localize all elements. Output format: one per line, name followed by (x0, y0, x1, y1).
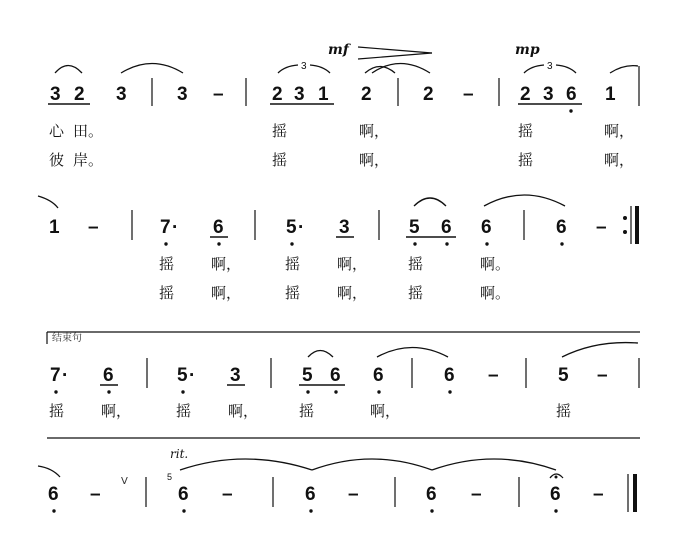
lyric: 啊。 (480, 255, 511, 273)
note-3: 3 (50, 84, 61, 105)
lyric: 摇 (518, 151, 534, 169)
note-2: 2 (272, 84, 283, 105)
dash: – (222, 484, 233, 505)
note-5: 5 (286, 217, 297, 238)
coda-bracket (47, 331, 640, 344)
lyric: 摇 (299, 402, 315, 420)
note-6: 6 (566, 84, 577, 105)
tie (180, 459, 312, 470)
lyric: 啊， (370, 402, 401, 420)
note-3: 3 (116, 84, 127, 105)
lyric: 摇 (159, 284, 175, 302)
svg-text:3: 3 (301, 61, 307, 72)
fermata (550, 474, 563, 479)
note-6: 6 (330, 365, 341, 386)
lyric: 啊， (604, 122, 635, 140)
system-3 (47, 331, 640, 420)
slur (377, 348, 448, 358)
slur (562, 343, 638, 357)
note-3: 3 (339, 217, 350, 238)
lyric: 啊， (211, 255, 242, 273)
note-6: 6 (48, 484, 59, 505)
dash: – (463, 84, 474, 105)
dynamic-mp: mp (515, 42, 540, 58)
slur (372, 64, 430, 74)
triplet-mark-1 (278, 61, 330, 73)
note-2: 2 (361, 84, 372, 105)
dynamic-mf: mf (328, 42, 349, 58)
note-7: 7 (160, 217, 171, 238)
note-6: 6 (426, 484, 437, 505)
lyric: 摇 (408, 284, 424, 302)
note-6: 6 (178, 484, 189, 505)
dash: – (348, 484, 359, 505)
lyric: 彼 (49, 151, 65, 169)
lyric: 摇 (285, 284, 301, 302)
dot: · (172, 217, 179, 238)
triplet-mark-2 (524, 61, 576, 73)
lyric: 岸。 (73, 151, 104, 169)
tie (432, 459, 556, 470)
lyric: 啊， (604, 151, 635, 169)
note-3: 3 (230, 365, 241, 386)
lyric: 摇 (408, 255, 424, 273)
breath-mark: V (121, 476, 128, 487)
grace-note: 5 (167, 472, 173, 482)
slur (484, 195, 565, 206)
note-6: 6 (550, 484, 561, 505)
slur-continuation (38, 466, 60, 477)
dash: – (593, 484, 604, 505)
note-1: 1 (318, 84, 329, 105)
note-6: 6 (213, 217, 224, 238)
tie (312, 459, 432, 470)
dash: – (596, 217, 607, 238)
note-2: 2 (74, 84, 85, 105)
note-5: 5 (302, 365, 313, 386)
lyric: 摇 (285, 255, 301, 273)
slur (414, 198, 446, 206)
lyric: 啊， (359, 122, 390, 140)
lyric: 摇 (49, 402, 65, 420)
system-2 (38, 195, 637, 302)
dash: – (90, 484, 101, 505)
note-6: 6 (556, 217, 567, 238)
lyric: 摇 (176, 402, 192, 420)
note-6: 6 (305, 484, 316, 505)
slur (610, 66, 638, 73)
dot: · (62, 365, 69, 386)
note-5: 5 (558, 365, 569, 386)
low-octave-dot (569, 109, 572, 112)
repeat-end-barline (623, 206, 637, 244)
system-4 (38, 438, 640, 513)
note-6: 6 (103, 365, 114, 386)
lyric: 啊， (337, 255, 368, 273)
note-6: 6 (373, 365, 384, 386)
note-5: 5 (409, 217, 420, 238)
tempo-rit: rit. (170, 447, 189, 461)
slur (121, 64, 183, 74)
dot: · (298, 217, 305, 238)
note-5: 5 (177, 365, 188, 386)
svg-text:3: 3 (547, 61, 553, 72)
slur-continuation (38, 196, 58, 208)
lyric: 啊， (359, 151, 390, 169)
lyric: 啊， (101, 402, 132, 420)
note-3: 3 (177, 84, 188, 105)
lyric: 摇 (518, 122, 534, 140)
lyric: 啊， (337, 284, 368, 302)
lyric: 摇 (556, 402, 572, 420)
lyric: 心 (49, 122, 65, 140)
section-label: 结束句 (52, 333, 82, 344)
note-3: 3 (294, 84, 305, 105)
note-1: 1 (605, 84, 616, 105)
note-6: 6 (441, 217, 452, 238)
dash: – (597, 365, 608, 386)
dash: – (88, 217, 99, 238)
system-1 (48, 42, 639, 169)
slur (308, 351, 333, 358)
lyric: 啊。 (480, 284, 511, 302)
dot: · (189, 365, 196, 386)
slur (365, 67, 395, 74)
lyric: 啊， (211, 284, 242, 302)
note-2: 2 (423, 84, 434, 105)
dash: – (213, 84, 224, 105)
final-barline (628, 474, 635, 512)
note-6: 6 (444, 365, 455, 386)
note-6: 6 (481, 217, 492, 238)
note-2: 2 (520, 84, 531, 105)
lyric: 田。 (73, 122, 104, 140)
decrescendo-hairpin (358, 47, 432, 59)
note-3: 3 (543, 84, 554, 105)
lyric: 啊， (228, 402, 259, 420)
lyric: 摇 (159, 255, 175, 273)
dash: – (488, 365, 499, 386)
dash: – (471, 484, 482, 505)
slur (55, 66, 82, 74)
note-7: 7 (50, 365, 61, 386)
note-1: 1 (49, 217, 60, 238)
lyric: 摇 (272, 151, 288, 169)
lyric: 摇 (272, 122, 288, 140)
